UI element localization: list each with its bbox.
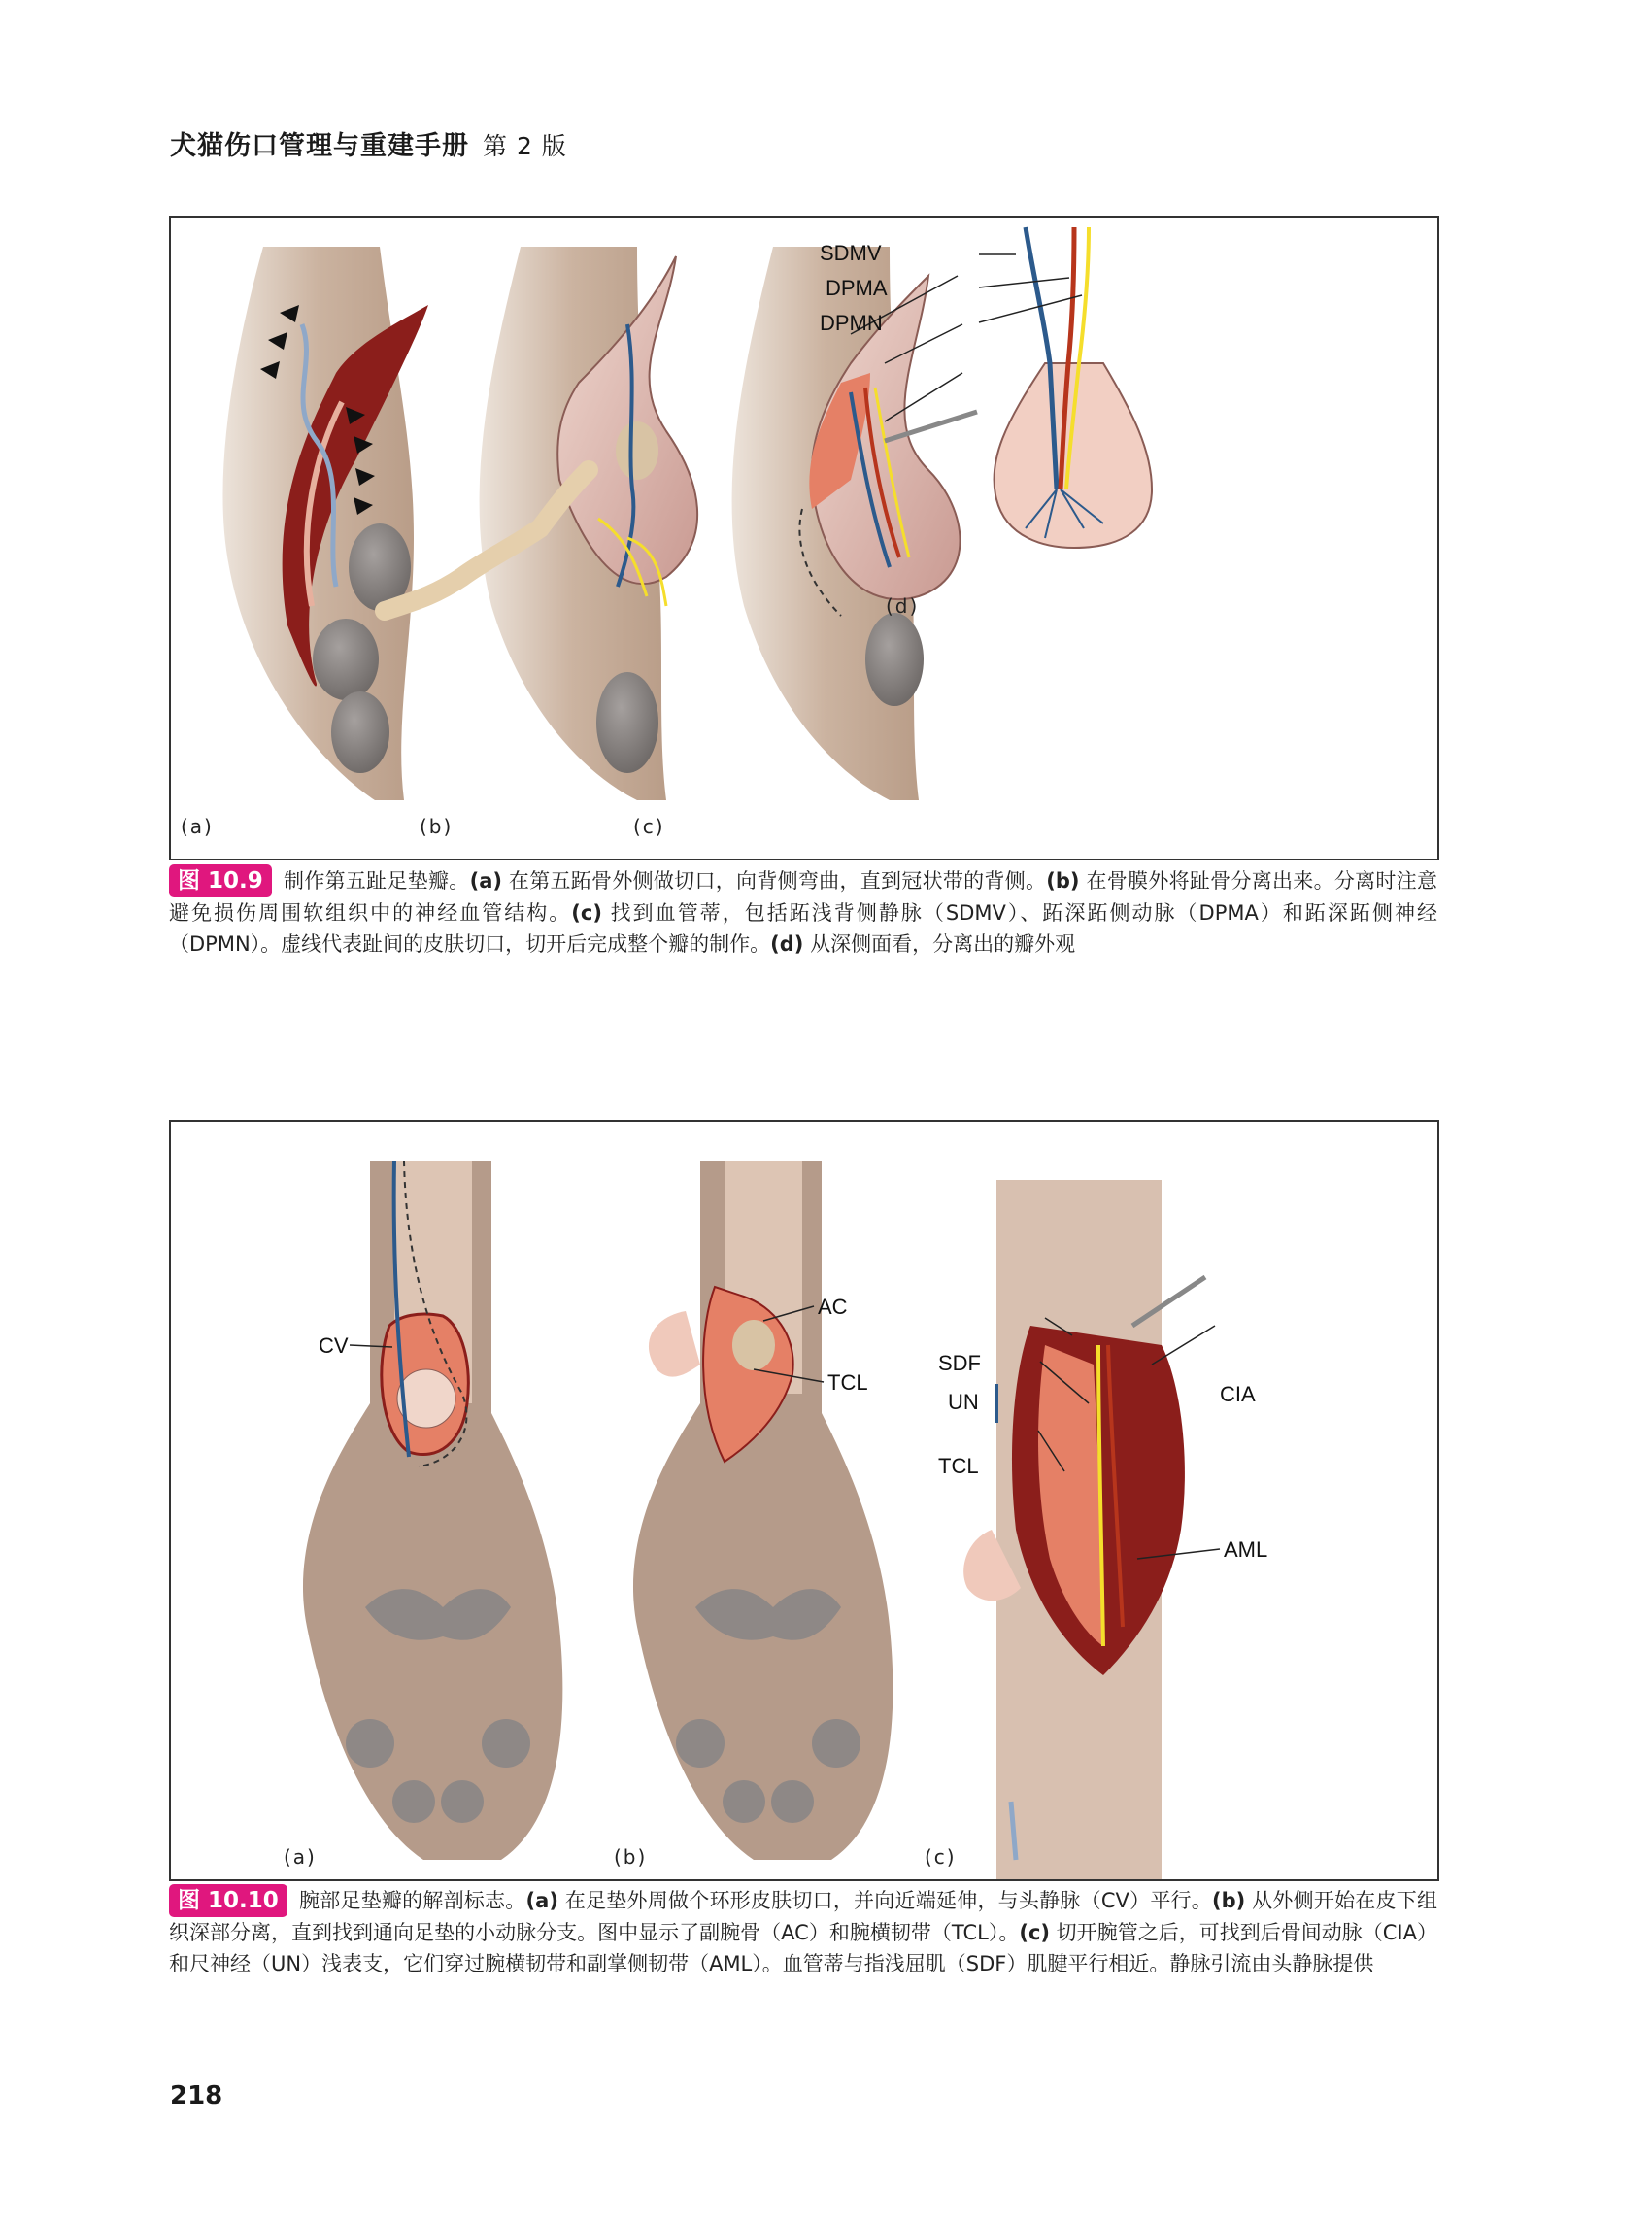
panel-label-b: (b) bbox=[614, 1845, 648, 1869]
label-tcl-b: TCL bbox=[827, 1370, 868, 1395]
caption-intro: 制作第五趾足垫瓣。 bbox=[283, 869, 470, 893]
panel-label-c: (c) bbox=[633, 815, 665, 838]
figure-badge-10-9: 图 10.9 bbox=[169, 864, 272, 897]
caption-intro: 腕部足垫瓣的解剖标志。 bbox=[298, 1889, 526, 1912]
caption-d-text: 从深侧面看，分离出的瓣外观 bbox=[803, 932, 1076, 956]
caption-a-label: (a) bbox=[469, 869, 502, 893]
caption-a-text: 在第五跖骨外侧做切口，向背侧弯曲，直到冠状带的背侧。 bbox=[501, 869, 1047, 893]
label-un: UN bbox=[948, 1390, 979, 1414]
label-tcl-c: TCL bbox=[938, 1454, 979, 1478]
label-dpmn: DPMN bbox=[820, 311, 883, 335]
running-header bbox=[170, 124, 567, 162]
caption-d-label: (d) bbox=[770, 932, 804, 956]
caption-figure-10-9 bbox=[169, 864, 1437, 960]
caption-b-label: (b) bbox=[1046, 869, 1080, 893]
label-sdf: SDF bbox=[938, 1351, 981, 1375]
label-sdmv: SDMV bbox=[820, 241, 882, 265]
page-number: 218 bbox=[170, 2081, 223, 2110]
caption-b-label: (b) bbox=[1212, 1889, 1246, 1912]
panel-b-drawing bbox=[385, 247, 697, 800]
panel-label-a: (a) bbox=[181, 815, 214, 838]
label-cv: CV bbox=[319, 1333, 349, 1358]
panel-a-drawing bbox=[222, 247, 428, 800]
label-ac: AC bbox=[818, 1295, 848, 1319]
caption-b-text: 从外侧开始在皮下组织深部分离，直到找到通向足垫的小动脉分支。图中显示了副腕骨（AC）和腕横韧带（TCL）。 bbox=[169, 1889, 1438, 1944]
caption-c-label: (c) bbox=[571, 901, 602, 925]
caption-a-text: 在足垫外周做个环形皮肤切口，并向近端延伸，与头静脉（CV）平行。 bbox=[557, 1889, 1213, 1912]
book-edition: 第 2 版 bbox=[483, 132, 567, 160]
panel-label-a: (a) bbox=[284, 1845, 317, 1869]
panel-label-c: (c) bbox=[925, 1845, 957, 1869]
panel-d-drawing bbox=[979, 227, 1152, 548]
caption-a-label: (a) bbox=[525, 1889, 558, 1912]
panel-label-d: (d) bbox=[886, 594, 920, 618]
caption-c-text: 切开腕管之后，可找到后骨间动脉（CIA）和尺神经（UN）浅表支，它们穿过腕横韧带和副掌侧韧带（AML）。血管蒂与指浅屈肌（SDF）肌腱平行相近。静脉引流由头静脉提供 bbox=[169, 1921, 1437, 1975]
caption-b-text: 在骨膜外将趾骨分离出来。分离时注意避免损伤周围软组织中的神经血管结构。 bbox=[169, 869, 1437, 925]
caption-c-text: 找到血管蒂，包括跖浅背侧静脉（SDMV）、跖深跖侧动脉（DPMA）和跖深跖侧神经（DPMN）。虚线代表趾间的皮肤切口，切开后完成整个瓣的制作。 bbox=[169, 901, 1437, 956]
caption-figure-10-10 bbox=[169, 1884, 1437, 1979]
figure-10-9 bbox=[169, 216, 1439, 860]
label-cia: CIA bbox=[1220, 1382, 1256, 1406]
figure-10-10-illustration bbox=[171, 1122, 1437, 1879]
caption-c-label: (c) bbox=[1019, 1921, 1050, 1944]
panel-label-b: (b) bbox=[420, 815, 454, 838]
panel-b-drawing bbox=[633, 1161, 893, 1860]
panel-c-drawing bbox=[963, 1180, 1220, 1879]
label-dpma: DPMA bbox=[826, 276, 888, 300]
figure-badge-10-10: 图 10.10 bbox=[169, 1884, 287, 1917]
figure-10-10 bbox=[169, 1120, 1439, 1881]
figure-10-9-illustration bbox=[171, 218, 1437, 859]
panel-a-drawing bbox=[303, 1161, 562, 1860]
book-title: 犬猫伤口管理与重建手册 bbox=[170, 131, 469, 161]
label-aml: AML bbox=[1224, 1537, 1268, 1562]
